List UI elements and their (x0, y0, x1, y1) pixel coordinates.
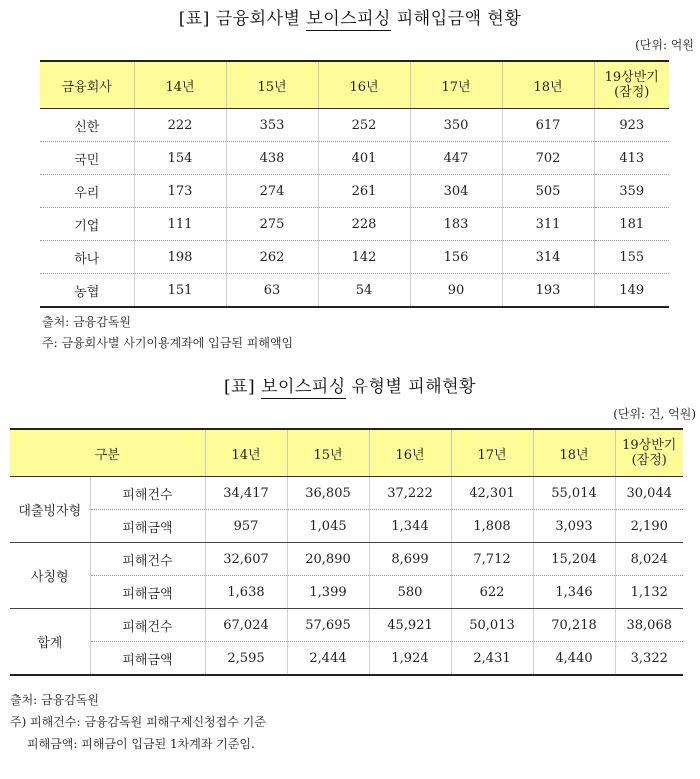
table-cell: 149 (594, 274, 669, 308)
table-cell: 2,595 (205, 642, 287, 676)
table-cell: 252 (318, 109, 410, 142)
table-cell: 413 (594, 142, 669, 175)
table-cell: 67,024 (205, 609, 287, 642)
table-cell: 438 (226, 142, 318, 175)
table2-header: 18년 (533, 429, 615, 477)
row-label: 피해건수 (90, 477, 205, 510)
table-cell: 957 (205, 510, 287, 543)
table-cell: 2,431 (451, 642, 533, 676)
table-cell: 304 (410, 175, 502, 208)
table-cell: 156 (410, 241, 502, 274)
table-row (40, 274, 669, 308)
table-cell: 4,440 (533, 642, 615, 676)
table-cell: 7,712 (451, 543, 533, 576)
institution-name: 농협 (74, 284, 100, 300)
table-cell: 1,638 (205, 576, 287, 609)
table-cell: 261 (318, 175, 410, 208)
table-cell: 622 (451, 576, 533, 609)
table-cell: 155 (594, 241, 669, 274)
table2-source: 출처: 금융감독원 (10, 693, 100, 707)
row-label: 피해금액 (90, 510, 205, 543)
table2-header: 구분 (10, 429, 205, 477)
table-cell: 173 (134, 175, 226, 208)
table-cell: 36,805 (287, 477, 369, 510)
institution-name: 기업 (40, 208, 134, 241)
table-cell: 923 (594, 109, 669, 142)
row-label: 피해금액 (90, 576, 205, 609)
table2-header-row (10, 429, 683, 477)
table-cell: 447 (410, 142, 502, 175)
table-cell: 311 (502, 208, 594, 241)
table-row (40, 208, 669, 241)
table-row (10, 576, 683, 609)
table-cell: 151 (134, 274, 226, 308)
institution-name: 신한 (40, 109, 134, 142)
table-row (10, 642, 683, 676)
table-row (10, 477, 683, 510)
table-cell: 63 (226, 274, 318, 308)
table-cell: 1,808 (451, 510, 533, 543)
table2-title-prefix: [표] (224, 377, 262, 397)
table1-header: 18년 (502, 61, 594, 109)
table-cell: 222 (134, 109, 226, 142)
table-row (40, 109, 669, 142)
table-cell: 2,190 (615, 510, 683, 543)
table-row (10, 543, 683, 576)
table-cell: 1,344 (369, 510, 451, 543)
table1 (40, 60, 669, 308)
table1-header-row (40, 61, 669, 109)
table-cell: 142 (318, 241, 410, 274)
table-cell: 505 (502, 175, 594, 208)
table1-header: 16년 (318, 61, 410, 109)
table1-header: 15년 (226, 61, 318, 109)
table-cell: 20,890 (287, 543, 369, 576)
table-cell: 70,218 (533, 609, 615, 642)
table2-footnote-1: 주) 피해건수: 금융감독원 피해구제신청접수 기준 (10, 715, 266, 729)
table-cell: 50,013 (451, 609, 533, 642)
table-cell: 2,444 (287, 642, 369, 676)
row-label: 피해건수 (90, 609, 205, 642)
table-cell: 3,093 (533, 510, 615, 543)
table-cell: 55,014 (533, 477, 615, 510)
table-row (40, 175, 669, 208)
table-cell: 111 (134, 208, 226, 241)
table-row (40, 142, 669, 175)
table-cell: 702 (502, 142, 594, 175)
row-label: 피해금액 (90, 642, 205, 676)
table-cell: 8,024 (615, 543, 683, 576)
table-cell: 38,068 (615, 609, 683, 642)
institution-name: 하나 (40, 241, 134, 274)
table-cell: 617 (502, 109, 594, 142)
institution-name: 우리 (40, 175, 134, 208)
table2-title-underlined: 보이스피싱 (261, 377, 346, 397)
table2-header: 16년 (369, 429, 451, 477)
table-cell: 1,399 (287, 576, 369, 609)
table2-unit: (단위: 건, 억원) (613, 407, 696, 421)
table1-header: 19상반기 (잠정) (594, 61, 669, 109)
table-cell: 580 (369, 576, 451, 609)
table-cell: 1,045 (287, 510, 369, 543)
table-row (10, 609, 683, 642)
table2-header: 17년 (451, 429, 533, 477)
table-cell: 8,699 (369, 543, 451, 576)
table2-header: 14년 (205, 429, 287, 477)
table-cell: 275 (226, 208, 318, 241)
table-row (10, 510, 683, 543)
table-cell: 401 (318, 142, 410, 175)
table-row (40, 241, 669, 274)
table1-title-prefix: [표] 금융회사별 (178, 9, 307, 29)
table1-header: 금융회사 (40, 61, 134, 109)
table-cell: 353 (226, 109, 318, 142)
row-label: 피해건수 (90, 543, 205, 576)
table-cell: 198 (134, 241, 226, 274)
table-cell: 228 (318, 208, 410, 241)
table-cell: 1,924 (369, 642, 451, 676)
table-cell: 1,132 (615, 576, 683, 609)
table-cell: 54 (318, 274, 410, 308)
table-cell: 30,044 (615, 477, 683, 510)
table2-header: 19상반기 (잠정) (615, 429, 683, 477)
table2-footnote-2: 피해금액: 피해금이 입금된 1차계좌 기준임. (27, 737, 255, 751)
table-cell: 350 (410, 109, 502, 142)
table-cell: 15,204 (533, 543, 615, 576)
table-cell: 1,346 (533, 576, 615, 609)
table-cell: 314 (502, 241, 594, 274)
table2-title-suffix: 유형별 피해현황 (345, 377, 476, 397)
group-label: 대출빙자형 (10, 477, 90, 543)
table1-header: 14년 (134, 61, 226, 109)
table-cell: 154 (134, 142, 226, 175)
table-cell: 37,222 (369, 477, 451, 510)
group-label: 사칭형 (10, 543, 90, 609)
table1-source: 출처: 금융감독원 (42, 315, 132, 329)
table2-title (0, 372, 700, 397)
table-cell: 359 (594, 175, 669, 208)
group-label: 합계 (37, 636, 63, 651)
table-cell: 45,921 (369, 609, 451, 642)
table1-header: 17년 (410, 61, 502, 109)
table2-header: 15년 (287, 429, 369, 477)
table-cell: 42,301 (451, 477, 533, 510)
table2 (10, 428, 683, 676)
table-cell: 57,695 (287, 609, 369, 642)
table-cell: 183 (410, 208, 502, 241)
table1-footnote: 주: 금융회사별 사기이용계좌에 입금된 피해액임 (42, 336, 294, 350)
table-cell: 193 (502, 274, 594, 308)
institution-name: 국민 (40, 142, 134, 175)
table1-title-underlined: 보이스피싱 (306, 9, 391, 29)
table1-title (0, 4, 700, 29)
table-cell: 274 (226, 175, 318, 208)
table-cell: 90 (410, 274, 502, 308)
table-cell: 262 (226, 241, 318, 274)
table-cell: 34,417 (205, 477, 287, 510)
table-cell: 3,322 (615, 642, 683, 676)
table1-title-suffix: 피해입금액 현황 (390, 9, 522, 29)
table1-unit: (단위: 억원 (635, 38, 694, 52)
table-cell: 181 (594, 208, 669, 241)
table-cell: 32,607 (205, 543, 287, 576)
